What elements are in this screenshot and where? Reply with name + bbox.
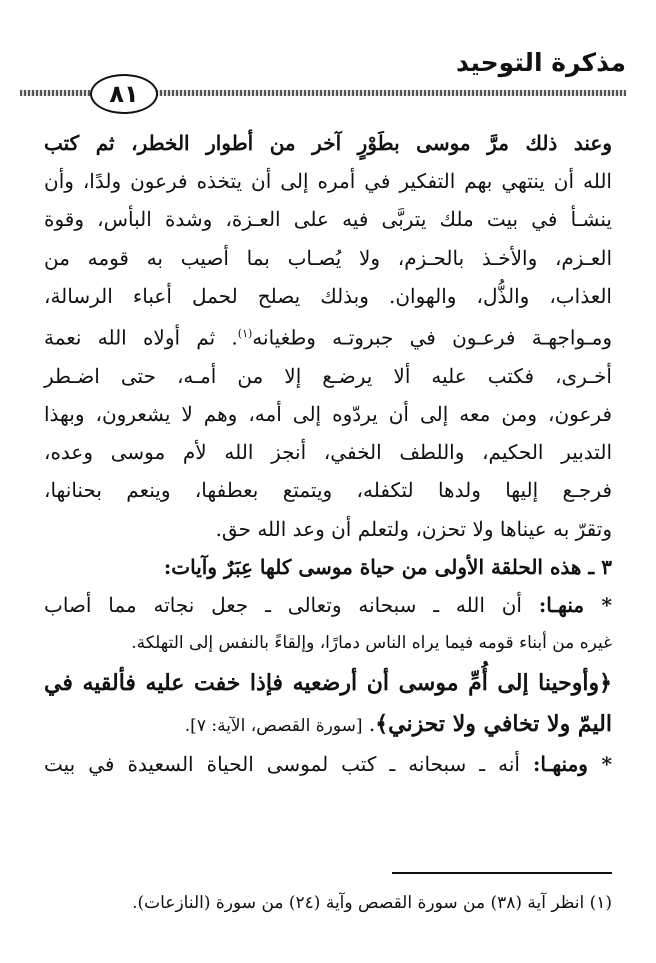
text-line: التدبير الحكيم، واللطف الخفي، أنجز الله لأم موسى وعده، xyxy=(44,440,612,465)
page-number: ٨١ xyxy=(90,74,158,114)
text-line: فرجـع إليها ولدها لتكفله، ويتمتع بعطفها، وينعم بحنانها، xyxy=(44,478,612,503)
text-line: ينشـأ في بيت ملك يتربَّى فيه على العـزة، وشدة البأس، وقوة xyxy=(44,207,612,232)
text-segment: ومـواجهـة فرعـون في جبروتـه وطغيانه xyxy=(252,325,613,350)
page-header xyxy=(20,40,626,120)
text-line: فرعون، ومن معه إلى أن يردّوه إلى أمه، وهم لا يشعرون، وبهذا xyxy=(44,402,612,427)
point-one-continuation: غيره من أبناء قومه فيما يراه الناس دمارًا، وإلقاءً بالنفس إلى التهلكة. xyxy=(131,633,612,654)
text-line: ومـواجهـة فرعـون في جبروتـه وطغيانه$^{(١)}$. ثم أولاه الله نعمة xyxy=(44,325,613,350)
point-text: أن الله ـ سبحانه وتعالى ـ جعل نجاته مما أصاب xyxy=(44,593,522,618)
text-line: الله أن ينتهي بهم التفكير في أمره إلى أن يتخذه فرعون ولدًا، وأن xyxy=(44,169,612,194)
footnote: (١) انظر آية (٣٨) من سورة القصص وآية (٢٤) من سورة (النازعات). xyxy=(132,893,612,913)
text-line: وتقرّ به عيناها ولا تحزن، ولتعلم أن وعد الله حق. xyxy=(215,516,612,541)
quran-verse-line: اليمّ ولا تخافي ولا تحزني﴾. [سورة القصص، الآية: ٧]. xyxy=(184,710,612,737)
main-text xyxy=(44,124,612,783)
point-two xyxy=(44,745,612,783)
quran-verse-text: اليمّ ولا تخافي ولا تحزني﴾ xyxy=(375,710,612,737)
point-text: أنه ـ سبحانه ـ كتب لموسى الحياة السعيدة في بيت xyxy=(44,751,520,776)
footnote-marker: (١) xyxy=(237,327,253,341)
text-line: العـزم، والأخـذ بالحـزم، ولا يُصـاب بما أصيب به قومه من xyxy=(44,245,612,270)
verse-reference: [سورة القصص، الآية: ٧]. xyxy=(184,715,363,736)
point-label: * منهـا: xyxy=(538,593,612,618)
text-line: أخـرى، فكتب عليه ألا يرضـع إلا من أمـه، حتى اضـطر xyxy=(44,363,612,388)
text-segment: ثم أولاه الله نعمة xyxy=(44,325,216,350)
footnote-divider xyxy=(392,872,612,874)
section-heading: ٣ ـ هذه الحلقة الأولى من حياة موسى كلها عِبَرٌ وآيات: xyxy=(163,554,612,579)
point-one xyxy=(44,586,612,624)
running-title: مذكرة التوحيد xyxy=(456,48,626,77)
quran-verse-line: ﴿وأوحينا إلى أُمِّ موسى أن أرضعيه فإذا خفت عليه فألقيه في xyxy=(44,669,612,696)
text-line: العذاب، والذُّل، والهوان. وبذلك يصلح لحمل أعباء الرسالة، xyxy=(44,283,612,308)
text-line: وعند ذلك مرَّ موسى بطَوْرٍ آخر من أطوار الخطر، ثم كتب xyxy=(44,131,612,155)
point-label: * ومنهـا: xyxy=(532,751,613,776)
